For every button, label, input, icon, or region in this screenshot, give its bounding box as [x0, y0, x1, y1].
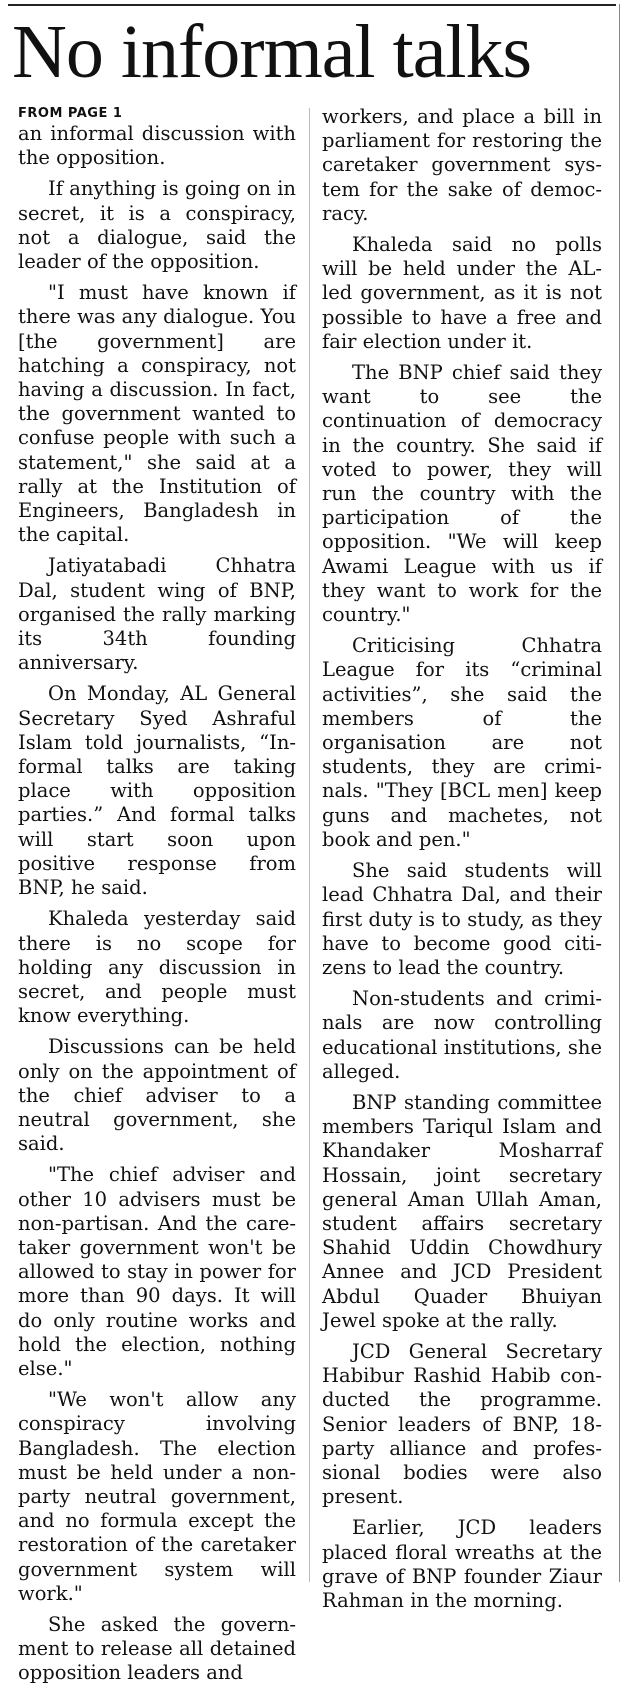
paragraph: workers, and place a bill in parliament for restoring the caretaker government system for the sake of democracy.	[322, 105, 602, 225]
paragraph: BNP standing committee members Tariqul Islam and Khandaker Mosharraf Hossain, joint secretary general Aman Ullah Aman, student affairs secretary Shahid Uddin Chowdhury Annee and JCD President Abdul Quader Bhuiyan Jewel spoke at the rally.	[322, 1090, 602, 1332]
paragraph: "We won't allow any conspiracy involving Bangladesh. The election must be held under a non-party neutral government, and no formula except the restoration of the caretaker government system will work."	[18, 1388, 296, 1605]
paragraph: Khaleda yesterday said there is no scope for holding any discussion in secret, and people must know everything.	[18, 907, 296, 1028]
paragraph: an informal discussion with the opposition.	[18, 122, 296, 170]
column-divider	[309, 108, 310, 1582]
paragraph: Jatiyatabadi Chhatra Dal, student wing of BNP, organised the rally marking its 34th founding anniversary.	[18, 554, 296, 675]
paragraph: Discussions can be held only on the appointment of the chief adviser to a neutral government, she said.	[18, 1035, 296, 1156]
right-column	[322, 105, 602, 1620]
left-column	[18, 104, 296, 1693]
headline: No informal talks	[12, 10, 532, 94]
paragraph: Khaleda said no polls will be held under the AL-led government, as it is not possible to have a free and fair election under it.	[322, 233, 602, 353]
paragraph: Non-students and criminals are now controlling educational institutions, she alleged.	[322, 987, 602, 1083]
side-rule	[619, 4, 620, 1582]
paragraph: Earlier, JCD leaders placed floral wreaths at the grave of BNP founder Ziaur Rahman in the morning.	[322, 1516, 602, 1612]
paragraph: JCD General Secretary Habibur Rashid Habib conducted the programme. Senior leaders of BNP, 18-party alliance and professional bodies were also present.	[322, 1339, 602, 1509]
paragraph: Criticising Chhatra League for its “criminal activities”, she said the members of the organisation are not students, they are criminals. "They [BCL men] keep guns and machetes, not book and pen."	[322, 634, 602, 851]
paragraph: She said students will lead Chhatra Dal, and their first duty is to study, as they have to become good citizens to lead the country.	[322, 859, 602, 979]
paragraph: On Monday, AL General Secretary Syed Ashraful Islam told journalists, “Informal talks are taking place with opposition parties.” And formal talks will start soon upon positive response from BNP, he said.	[18, 682, 296, 900]
paragraph: If anything is going on in secret, it is a conspiracy, not a dialogue, said the leader of the opposition.	[18, 177, 296, 274]
paragraph: "I must have known if there was any dialogue. You [the government] are hatching a conspiracy, not having a discussion. In fact, the government wanted to confuse people with such a statement," she said at a rally at the Institution of Engineers, Bangladesh in the capital.	[18, 281, 296, 547]
kicker-from-page: FROM PAGE 1	[18, 106, 123, 121]
paragraph: The BNP chief said they want to see the continuation of democracy in the country. She said if voted to power, they will run the country with the participation of the opposition. "We will keep Awami League with us if they want to work for the country."	[322, 361, 602, 627]
paragraph: "The chief adviser and other 10 advisers must be non-partisan. And the caretaker government won't be allowed to stay in power for more than 90 days. It will do only routine works and hold the election, nothing else."	[18, 1163, 296, 1380]
paragraph: She asked the government to release all detained opposition leaders and	[18, 1612, 296, 1685]
